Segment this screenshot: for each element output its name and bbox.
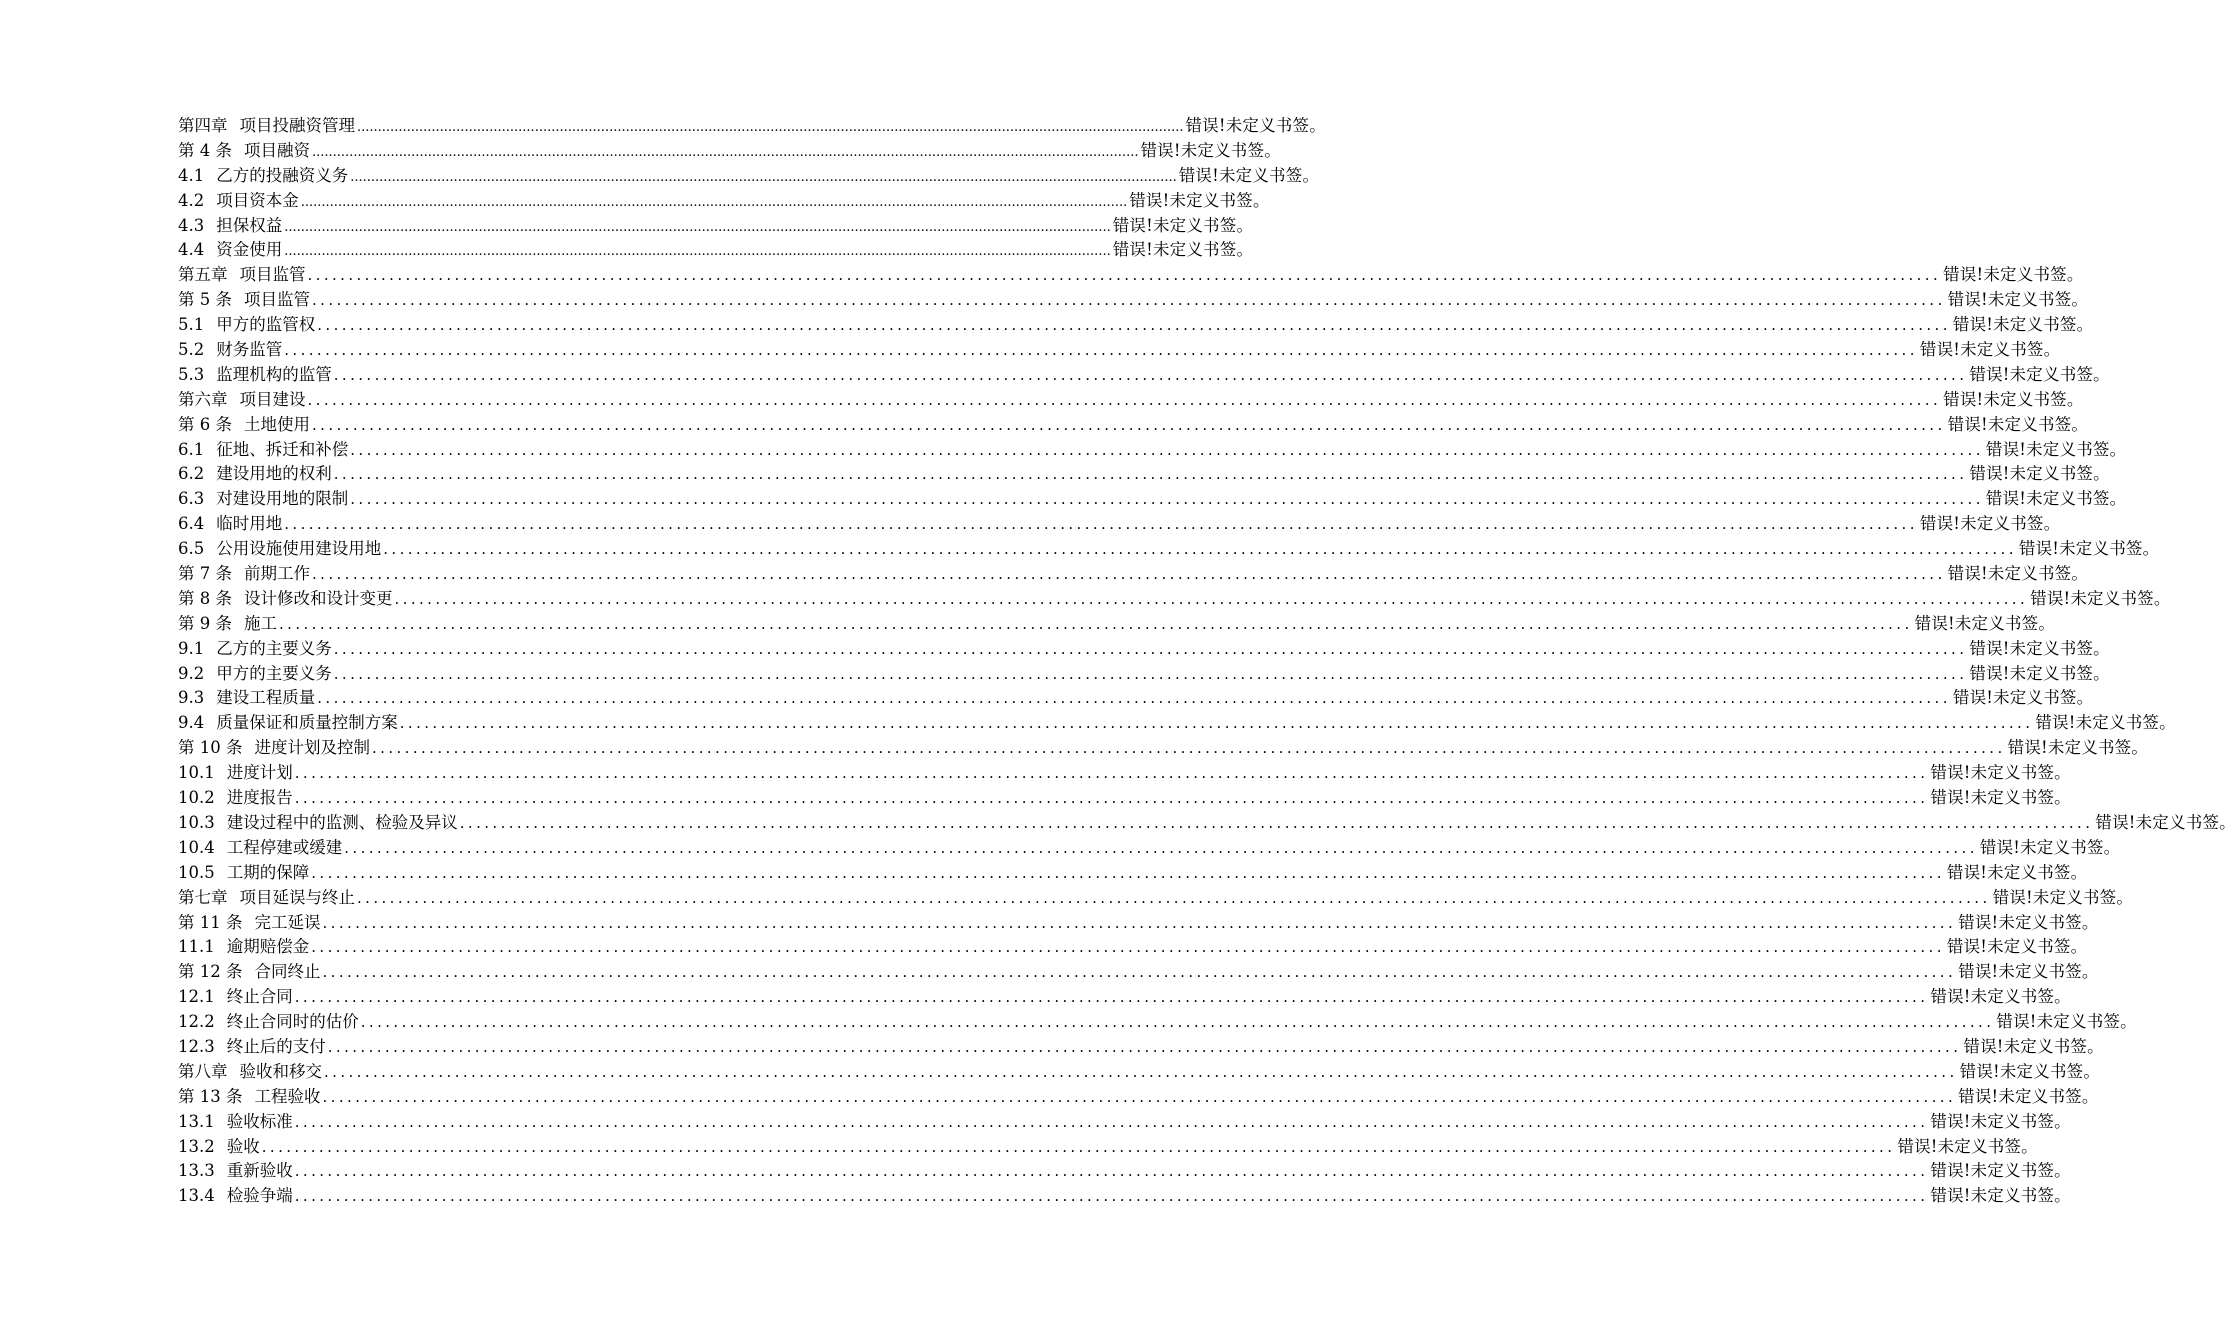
toc-entry[interactable]	[178, 686, 2094, 711]
toc-entry-number: 第七章	[178, 887, 228, 907]
toc-entry-title: 前期工作	[244, 564, 310, 584]
toc-dot-leader: ........................................................................................................................................................................................................	[394, 589, 2029, 608]
toc-dot-leader: ........................................................................................................................................................................................................	[312, 415, 1946, 434]
toc-entry-page-ref: 错误!未定义书签。	[1952, 688, 2094, 708]
toc-dot-leader: ........................................................................................................................................................................................................	[294, 1187, 1929, 1206]
toc-dot-leader: ........................................................................................................................................................................................................	[284, 341, 1918, 360]
toc-entry-title: 检验争端	[226, 1186, 293, 1206]
toc-entry[interactable]	[178, 1060, 2101, 1085]
toc-entry-number: 6.2	[178, 464, 205, 484]
toc-entry-number: 4.4	[178, 240, 205, 260]
toc-entry-page-ref: 错误!未定义书签。	[1129, 190, 1270, 210]
toc-entry-number: 13.2	[178, 1136, 215, 1156]
toc-entry-title: 合同终止	[254, 962, 321, 982]
toc-entry[interactable]	[178, 238, 1254, 263]
toc-entry-title: 进度报告	[226, 788, 293, 808]
toc-entry-number: 第 10 条	[178, 738, 243, 758]
toc-dot-leader: ........................................................................................................................................................................................................	[333, 639, 1968, 658]
toc-dot-leader: ........................................................................................................................................................................................................	[261, 1137, 1896, 1156]
toc-entry-number: 6.4	[178, 514, 205, 534]
toc-entry[interactable]	[178, 562, 2089, 587]
toc-entry-title: 逾期赔偿金	[226, 937, 310, 957]
toc-entry-page-ref: 错误!未定义书签。	[1947, 414, 2089, 434]
toc-entry[interactable]	[178, 662, 2110, 687]
toc-entry-title: 质量保证和质量控制方案	[216, 713, 398, 733]
toc-entry[interactable]	[178, 512, 2061, 537]
toc-entry-number: 12.1	[178, 987, 215, 1007]
toc-entry-title: 项目建设	[239, 389, 306, 409]
toc-entry[interactable]	[178, 836, 2121, 861]
toc-dot-leader: ........................................................................................................................................................................................................	[284, 244, 1111, 260]
toc-entry-number: 9.1	[178, 638, 205, 658]
toc-entry-page-ref: 错误!未定义书签。	[1947, 290, 2089, 310]
toc-entry-title: 工程验收	[254, 1086, 321, 1106]
toc-entry-title: 终止后的支付	[226, 1036, 326, 1056]
toc-entry[interactable]	[178, 886, 2134, 911]
toc-entry-number: 4.1	[178, 165, 205, 185]
toc-entry[interactable]	[178, 861, 2088, 886]
toc-entry[interactable]	[178, 1110, 2071, 1135]
toc-entry-number: 11.1	[178, 937, 215, 957]
toc-dot-leader: ........................................................................................................................................................................................................	[307, 266, 1942, 285]
toc-entry-number: 12.2	[178, 1012, 215, 1032]
toc-entry-number: 10.2	[178, 788, 215, 808]
toc-dot-leader: ........................................................................................................................................................................................................	[459, 813, 2094, 832]
toc-entry-page-ref: 错误!未定义书签。	[1979, 837, 2121, 857]
toc-entry-page-ref: 错误!未定义书签。	[1140, 140, 1281, 160]
toc-entry-title: 项目延误与终止	[239, 887, 355, 907]
toc-entry-page-ref: 错误!未定义书签。	[2030, 588, 2171, 608]
toc-entry-title: 公用设施使用建设用地	[216, 539, 382, 559]
toc-dot-leader: ........................................................................................................................................................................................................	[317, 689, 1951, 708]
toc-entry-number: 第四章	[178, 116, 228, 135]
toc-entry[interactable]	[178, 263, 2084, 288]
toc-entry[interactable]	[178, 587, 2171, 612]
toc-entry-number: 6.5	[178, 539, 205, 559]
toc-entry[interactable]	[178, 114, 1326, 139]
toc-entry-title: 终止合同时的估价	[226, 1012, 359, 1032]
toc-entry-page-ref: 错误!未定义书签。	[1958, 1086, 2099, 1106]
toc-entry[interactable]	[178, 438, 2127, 463]
toc-entry-page-ref: 错误!未定义书签。	[1963, 1036, 2104, 1056]
toc-entry-title: 设计修改和设计变更	[244, 588, 393, 608]
toc-entry-page-ref: 错误!未定义书签。	[1969, 364, 2110, 384]
toc-dot-leader: ........................................................................................................................................................................................................	[357, 888, 1991, 907]
toc-entry-number: 9.4	[178, 713, 205, 733]
toc-entry-page-ref: 错误!未定义书签。	[1919, 340, 2061, 360]
toc-entry-title: 对建设用地的限制	[216, 489, 349, 509]
toc-dot-leader: ........................................................................................................................................................................................................	[300, 194, 1128, 210]
toc-entry-number: 4.2	[178, 190, 205, 210]
toc-entry-number: 第 12 条	[178, 962, 243, 982]
toc-entry-number: 6.3	[178, 489, 205, 509]
toc-entry[interactable]	[178, 711, 2176, 736]
toc-entry-title: 工程停建或缓建	[226, 837, 343, 857]
toc-dot-leader: ........................................................................................................................................................................................................	[383, 540, 2017, 559]
toc-entry-page-ref: 错误!未定义书签。	[1930, 1111, 2071, 1131]
toc-entry[interactable]	[178, 960, 2099, 985]
toc-entry-number: 5.3	[178, 364, 205, 384]
toc-dot-leader: ........................................................................................................................................................................................................	[312, 144, 1139, 160]
toc-dot-leader: ........................................................................................................................................................................................................	[284, 515, 1918, 534]
toc-entry-page-ref: 错误!未定义书签。	[1185, 116, 1326, 135]
toc-entry-page-ref: 错误!未定义书签。	[1947, 564, 2089, 584]
toc-entry-title: 终止合同	[226, 987, 293, 1007]
toc-dot-leader: ........................................................................................................................................................................................................	[372, 739, 2006, 758]
toc-dot-leader: ........................................................................................................................................................................................................	[322, 1087, 1957, 1106]
toc-entry-page-ref: 错误!未定义书签。	[1897, 1136, 2038, 1156]
toc-entry[interactable]	[178, 537, 2160, 562]
toc-dot-leader: ........................................................................................................................................................................................................	[317, 316, 1951, 335]
toc-entry-page-ref: 错误!未定义书签。	[1952, 315, 2094, 335]
toc-entry-page-ref: 错误!未定义书签。	[1112, 215, 1254, 235]
toc-entry-title: 建设过程中的监测、检验及异议	[226, 812, 458, 832]
toc-entry-number: 第 6 条	[178, 414, 232, 434]
toc-entry-title: 乙方的主要义务	[216, 638, 332, 658]
toc-entry[interactable]	[178, 1010, 2137, 1035]
toc-entry[interactable]	[178, 487, 2127, 512]
toc-entry-number: 第 11 条	[178, 912, 243, 932]
toc-dot-leader: ........................................................................................................................................................................................................	[311, 938, 1945, 957]
toc-entry[interactable]	[178, 736, 2149, 761]
toc-entry-page-ref: 错误!未定义书签。	[1943, 389, 2084, 409]
toc-entry[interactable]	[178, 612, 2056, 637]
toc-dot-leader: ........................................................................................................................................................................................................	[344, 838, 1978, 857]
toc-entry-title: 财务监管	[216, 340, 283, 360]
toc-dot-leader: ........................................................................................................................................................................................................	[307, 390, 1942, 409]
toc-entry[interactable]	[178, 288, 2089, 313]
toc-entry-number: 第五章	[178, 265, 228, 285]
toc-entry-page-ref: 错误!未定义书签。	[1112, 240, 1254, 260]
toc-entry-page-ref: 错误!未定义书签。	[2018, 539, 2160, 559]
toc-entry-number: 5.1	[178, 315, 205, 335]
toc-entry-title: 项目资本金	[216, 190, 299, 210]
toc-entry-page-ref: 错误!未定义书签。	[1930, 763, 2071, 783]
toc-entry-page-ref: 错误!未定义书签。	[1985, 439, 2127, 459]
toc-entry-number: 10.4	[178, 837, 215, 857]
toc-dot-leader: ........................................................................................................................................................................................................	[294, 789, 1929, 808]
toc-entry-page-ref: 错误!未定义书签。	[1969, 638, 2110, 658]
toc-entry-title: 建设用地的权利	[216, 464, 332, 484]
toc-entry-title: 工期的保障	[226, 862, 310, 882]
toc-entry[interactable]	[178, 1085, 2099, 1110]
toc-entry-page-ref: 错误!未定义书签。	[2035, 713, 2176, 733]
toc-dot-leader: ........................................................................................................................................................................................................	[333, 365, 1968, 384]
toc-dot-leader: ........................................................................................................................................................................................................	[294, 1162, 1929, 1181]
toc-entry[interactable]	[178, 637, 2110, 662]
toc-entry-page-ref: 错误!未定义书签。	[1969, 464, 2110, 484]
toc-entry[interactable]	[178, 911, 2099, 936]
toc-entry-page-ref: 错误!未定义书签。	[1996, 1012, 2137, 1032]
toc-entry-page-ref: 错误!未定义书签。	[1943, 265, 2084, 285]
toc-entry-page-ref: 错误!未定义书签。	[1958, 962, 2099, 982]
toc-entry-title: 土地使用	[244, 414, 310, 434]
toc-entry-title: 验收和移交	[239, 1061, 322, 1081]
toc-dot-leader: ........................................................................................................................................................................................................	[294, 988, 1929, 1007]
toc-dot-leader: ........................................................................................................................................................................................................	[322, 963, 1957, 982]
toc-entry-page-ref: 错误!未定义书签。	[1946, 862, 2088, 882]
toc-dot-leader: ........................................................................................................................................................................................................	[350, 490, 1984, 509]
toc-dot-leader: ........................................................................................................................................................................................................	[360, 1013, 1995, 1032]
toc-entry-number: 12.3	[178, 1036, 215, 1056]
toc-entry-title: 项目投融资管理	[239, 116, 355, 135]
toc-entry[interactable]	[178, 811, 2236, 836]
toc-dot-leader: ........................................................................................................................................................................................................	[312, 565, 1946, 584]
toc-dot-leader: ........................................................................................................................................................................................................	[327, 1037, 1962, 1056]
toc-entry-title: 资金使用	[216, 240, 283, 260]
toc-dot-leader: ........................................................................................................................................................................................................	[279, 614, 1913, 633]
toc-dot-leader: ........................................................................................................................................................................................................	[333, 465, 1968, 484]
toc-dot-leader: ........................................................................................................................................................................................................	[350, 440, 1984, 459]
toc-entry-number: 13.1	[178, 1111, 215, 1131]
toc-dot-leader: ........................................................................................................................................................................................................	[284, 219, 1111, 235]
toc-dot-leader: ........................................................................................................................................................................................................	[311, 863, 1945, 882]
toc-entry-page-ref: 错误!未定义书签。	[1919, 514, 2061, 534]
toc-entry-number: 6.1	[178, 439, 205, 459]
toc-entry-title: 完工延误	[254, 912, 321, 932]
toc-entry-number: 第 8 条	[178, 588, 232, 608]
toc-entry-number: 13.3	[178, 1161, 215, 1181]
toc-entry[interactable]	[178, 935, 2088, 960]
table-of-contents	[178, 114, 2236, 1209]
toc-entry-page-ref: 错误!未定义书签。	[1930, 1186, 2071, 1206]
toc-dot-leader: ........................................................................................................................................................................................................	[399, 714, 2034, 733]
toc-entry-number: 10.3	[178, 812, 215, 832]
toc-entry[interactable]	[178, 1035, 2104, 1060]
toc-dot-leader: ........................................................................................................................................................................................................	[357, 120, 1184, 135]
toc-dot-leader: ........................................................................................................................................................................................................	[294, 764, 1929, 783]
toc-entry[interactable]	[178, 189, 1270, 214]
toc-entry[interactable]	[178, 214, 1254, 239]
toc-entry-title: 征地、拆迁和补偿	[216, 439, 349, 459]
toc-entry-title: 乙方的投融资义务	[216, 165, 349, 185]
toc-dot-leader: ........................................................................................................................................................................................................	[333, 664, 1968, 683]
toc-entry-page-ref: 错误!未定义书签。	[1178, 165, 1320, 185]
toc-entry-title: 项目监管	[239, 265, 306, 285]
toc-entry-title: 项目监管	[244, 290, 310, 310]
toc-entry-page-ref: 错误!未定义书签。	[1969, 663, 2110, 683]
toc-entry-number: 第 9 条	[178, 613, 232, 633]
toc-entry-number: 5.2	[178, 340, 205, 360]
toc-entry-title: 临时用地	[216, 514, 283, 534]
toc-entry-number: 第八章	[178, 1061, 228, 1081]
toc-entry[interactable]	[178, 1184, 2071, 1209]
toc-entry-page-ref: 错误!未定义书签。	[2007, 738, 2149, 758]
toc-entry-page-ref: 错误!未定义书签。	[1958, 912, 2099, 932]
toc-entry[interactable]	[178, 164, 1320, 189]
toc-entry-title: 项目融资	[244, 140, 310, 160]
toc-entry[interactable]	[178, 338, 2061, 363]
toc-entry-page-ref: 错误!未定义书签。	[1914, 613, 2056, 633]
toc-entry-number: 10.5	[178, 862, 215, 882]
toc-entry[interactable]	[178, 786, 2071, 811]
toc-entry-page-ref: 错误!未定义书签。	[1985, 489, 2127, 509]
toc-entry[interactable]	[178, 761, 2071, 786]
toc-entry-page-ref: 错误!未定义书签。	[1992, 887, 2134, 907]
toc-entry[interactable]	[178, 139, 1281, 164]
toc-entry-page-ref: 错误!未定义书签。	[1930, 987, 2071, 1007]
toc-entry-page-ref: 错误!未定义书签。	[2095, 812, 2236, 832]
toc-entry[interactable]	[178, 388, 2084, 413]
toc-entry-page-ref: 错误!未定义书签。	[1959, 1061, 2101, 1081]
toc-entry-page-ref: 错误!未定义书签。	[1946, 937, 2088, 957]
toc-entry-title: 甲方的监管权	[216, 315, 316, 335]
toc-entry[interactable]	[178, 1135, 2038, 1160]
toc-entry-number: 第 4 条	[178, 140, 232, 160]
toc-dot-leader: ........................................................................................................................................................................................................	[350, 169, 1177, 185]
toc-entry-number: 9.3	[178, 688, 205, 708]
toc-entry[interactable]	[178, 985, 2071, 1010]
toc-entry-title: 建设工程质量	[216, 688, 316, 708]
toc-dot-leader: ........................................................................................................................................................................................................	[324, 1062, 1958, 1081]
toc-entry[interactable]	[178, 363, 2110, 388]
toc-entry-number: 4.3	[178, 215, 205, 235]
toc-entry-number: 9.2	[178, 663, 205, 683]
toc-entry-title: 验收标准	[226, 1111, 293, 1131]
toc-entry-title: 甲方的主要义务	[216, 663, 332, 683]
toc-entry-page-ref: 错误!未定义书签。	[1930, 788, 2071, 808]
toc-entry[interactable]	[178, 413, 2089, 438]
toc-dot-leader: ........................................................................................................................................................................................................	[294, 1112, 1929, 1131]
toc-entry-title: 进度计划及控制	[254, 738, 370, 758]
toc-entry-title: 担保权益	[216, 215, 283, 235]
toc-entry-title: 验收	[226, 1136, 260, 1156]
toc-entry[interactable]	[178, 462, 2110, 487]
toc-entry-number: 第 7 条	[178, 564, 232, 584]
toc-entry-number: 第 5 条	[178, 290, 232, 310]
toc-entry-number: 10.1	[178, 763, 215, 783]
toc-entry[interactable]	[178, 313, 2094, 338]
toc-dot-leader: ........................................................................................................................................................................................................	[312, 291, 1946, 310]
toc-entry-number: 13.4	[178, 1186, 215, 1206]
toc-entry-page-ref: 错误!未定义书签。	[1930, 1161, 2071, 1181]
toc-entry[interactable]	[178, 1159, 2071, 1184]
toc-entry-title: 进度计划	[226, 763, 293, 783]
toc-entry-number: 第六章	[178, 389, 228, 409]
toc-entry-number: 第 13 条	[178, 1086, 243, 1106]
toc-entry-title: 重新验收	[226, 1161, 293, 1181]
toc-dot-leader: ........................................................................................................................................................................................................	[322, 913, 1957, 932]
toc-entry-title: 施工	[244, 613, 277, 633]
toc-entry-title: 监理机构的监管	[216, 364, 332, 384]
